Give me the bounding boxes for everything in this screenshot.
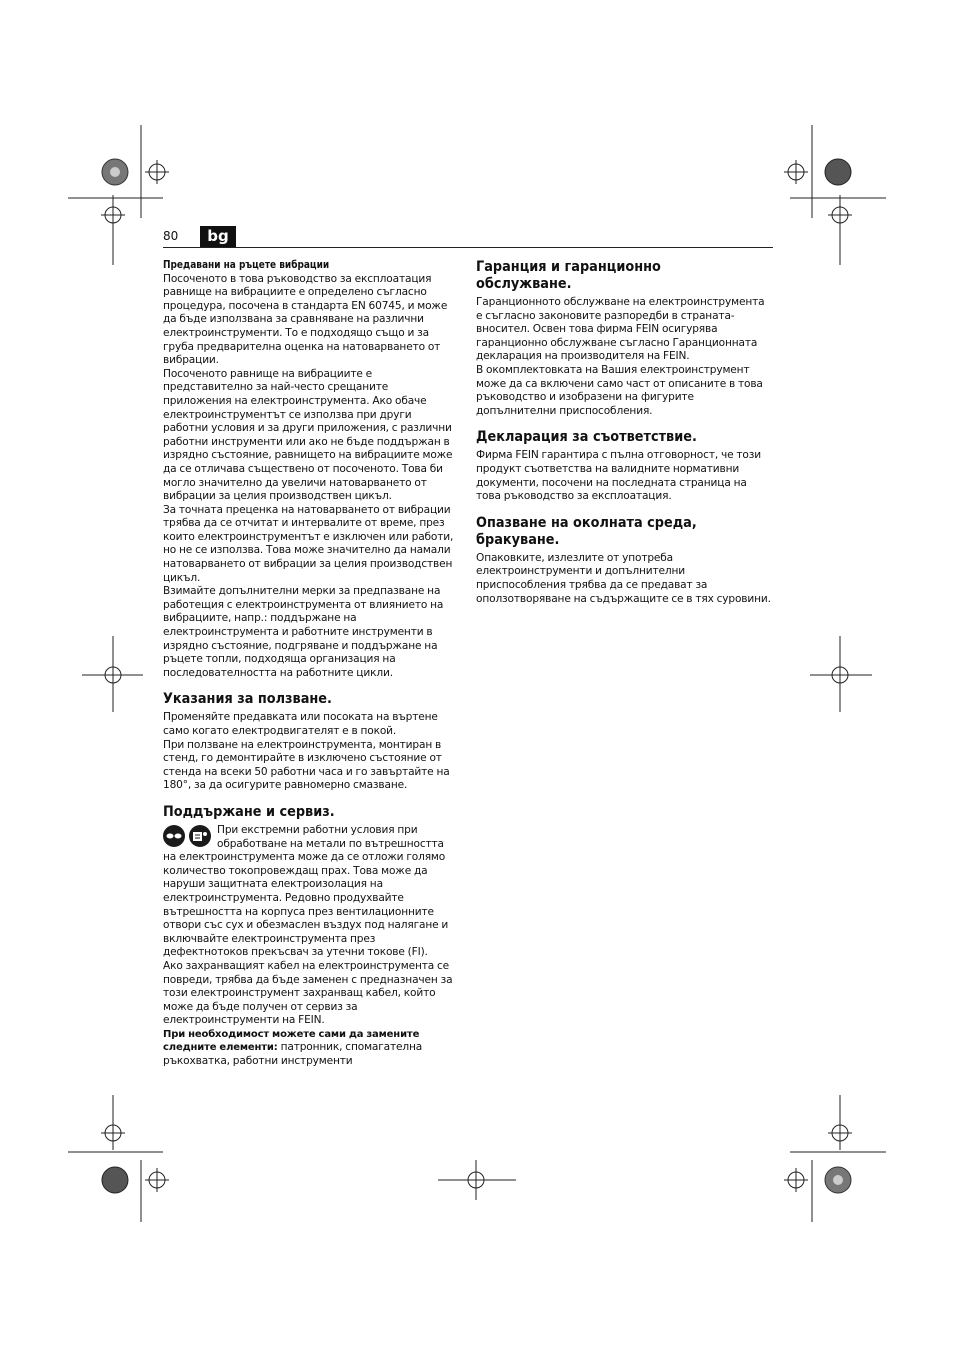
usage-paragraph-1: Променяйте предавката или посоката на въртене само когато електродвигателят е в покой. <box>163 711 438 737</box>
left-column <box>163 259 458 1069</box>
safety-icons <box>163 824 215 850</box>
conformity-paragraph-1: Фирма FEIN гарантира с пълна отговорност, че този продукт съответства на валидните нормативни документи, посочени на последната страница на това ръководство за експлоатация. <box>476 449 761 503</box>
warranty-paragraph-2: В окомплектовката на Вашия електроинструмент може да са включени само част от описаните в това ръководство и изобразени на фигурите допълнителни приспособления. <box>476 363 763 417</box>
conformity-heading: Декларация за съответствие. <box>476 429 697 446</box>
page-number: 80 <box>163 229 179 243</box>
environment-paragraph-1: Опаковките, излезлите от употреба електроинструменти и допълнителни приспособления трябва да се предават за оползотворяване на съдържащите се в тях суровини. <box>476 551 771 605</box>
warranty-heading: Гаранция и гаранционно обслужване. <box>476 259 661 292</box>
maintenance-paragraph-2: Ако захранващият кабел на електроинструмента се повреди, трябва да бъде заменен с предназначен за този електроинструмент захранващ кабел, който може да бъде получен от сервиз за електроинструменти на FEIN. <box>163 959 453 1027</box>
eye-protection-icon <box>163 824 213 848</box>
vibration-paragraph-2: Посоченото равнище на вибрациите е представително за най-често срещаните приложения на електроинструмента. Ако обаче електроинструментът се използва при други работни условия и за други приложения, с различни работни инструменти или ако не бъде поддържан в изрядно състояние, равнището на вибрациите може да се отличава съществено от посоченото. Това би могло значително да увеличи натоварването от вибрации за целия производствен цикъл. <box>163 367 453 503</box>
usage-heading: Указания за ползване. <box>163 691 332 708</box>
language-tab: bg <box>200 226 236 247</box>
vibration-paragraph-1: Посоченото в това ръководство за експлоатация равнище на вибрациите е определено съгласно процедура, посочена в стандарта EN 60745, и може да бъде използвана за сравняване на различни електроинструменти. То е подходящо също и за груба предварителна оценка на натоварването от вибрации. <box>163 272 448 367</box>
header-rule <box>163 247 773 248</box>
maintenance-paragraph-1: При екстремни работни условия при обработване на метали по вътрешността на електроинструмента може да се отложи голямо количество токопровеждащ прах. Това може да наруши защитната електроизолация на електроинструмента. Редовно продухвайте вътрешността на корпуса през вентилационните отвори със сух и обезмаслен въздух под налягане и включвайте електроинструмента през дефектнотоков прекъсвач за утечни токове (FI). <box>163 823 449 959</box>
vibration-paragraph-3: За точната преценка на натоварването от вибрации трябва да се отчитат и интервалите от време, през които електроинструментът е изключен или работи, но не се използва. Това може значително да намали натоварването от вибрации за целия производствен цикъл. <box>163 503 454 584</box>
vibration-heading: Предавани на ръцете вибрации <box>163 260 330 271</box>
usage-paragraph-2: При ползване на електроинструмента, монтиран в стенд, го демонтирайте в изключено състояние от стенда на всеки 50 работни часа и го завъртайте на 180°, за да осигурите равномерно смазване. <box>163 738 450 792</box>
environment-heading: Опазване на околната среда, бракуване. <box>476 514 697 548</box>
replaceable-parts <box>163 1028 458 1069</box>
warranty-paragraph-1: Гаранционното обслужване на електроинструмента е съгласно законовите разпоредби в страната-вносител. Освен това фирма FEIN осигурява гаранционно обслужване съгласно Гаранционната декларация на производителя на FEIN. <box>476 296 765 363</box>
replaceable-parts-list: патронник, спомагателна ръкохватка, работни инструменти <box>163 1041 423 1068</box>
maintenance-heading: Поддържане и сервиз. <box>163 803 335 820</box>
right-column <box>476 259 771 606</box>
replaceable-parts-lead: При необходимост можете сами да замените следните елементи: <box>163 1028 420 1054</box>
maintenance-block <box>163 824 458 960</box>
vibration-paragraph-4: Взимайте допълнителни мерки за предпазване на работещия с електроинструмента от влиянието на вибрациите, напр.: поддържане на електроинструмента и работните инструменти в изрядно състояние, подгряване и поддържане на ръцете топли, подходяща организация на последователността на работните цикли. <box>163 585 444 679</box>
